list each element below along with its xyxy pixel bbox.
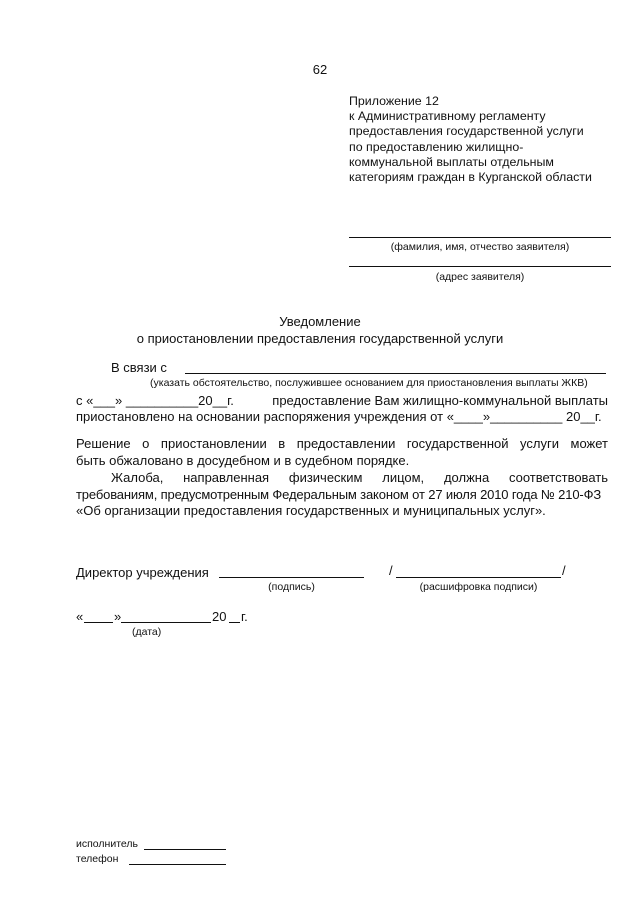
applicant-name-line[interactable]: [349, 237, 611, 238]
signature-line[interactable]: [219, 577, 364, 578]
date-year-suffix: г.: [241, 609, 248, 624]
signature-caption: (подпись): [268, 581, 315, 593]
appendix-line: категориям граждан в Курганской области: [349, 170, 592, 185]
date-day-line[interactable]: [84, 622, 113, 623]
appendix-line: коммунальной выплаты отдельным: [349, 154, 554, 169]
complaint-text-line1: Жалоба, направленная физическим лицом, должна соответствовать: [111, 470, 608, 485]
signature-decoding-line[interactable]: [396, 577, 561, 578]
director-label: Директор учреждения: [76, 565, 209, 580]
circumstance-caption: (указать обстоятельство, послужившее основанием для приостановления выплаты ЖКВ): [150, 377, 588, 389]
date-open-quote: «: [76, 609, 84, 624]
date-close-quote: »: [114, 609, 122, 624]
appendix-line: Приложение 12: [349, 94, 439, 108]
document-title: Уведомление: [279, 314, 361, 329]
in-connection-label: В связи с: [111, 360, 167, 375]
appendix-line: к Административному регламенту: [349, 109, 546, 124]
applicant-address-caption: (адрес заявителя): [435, 271, 525, 283]
appendix-line: по предоставлению жилищно-: [349, 139, 524, 154]
appendix-block: [349, 94, 592, 185]
page-number: 62: [312, 62, 328, 77]
document-subtitle: о приостановлении предоставления государственной услуги: [136, 331, 504, 346]
executor-line[interactable]: [144, 849, 226, 850]
suspension-text: предоставление Вам жилищно-коммунальной выплаты: [272, 393, 608, 408]
complaint-text-line2: требованиям, предусмотренным Федеральным законом от 27 июля 2010 года № 210-ФЗ: [76, 487, 602, 502]
applicant-address-line[interactable]: [349, 266, 611, 267]
date-year-line[interactable]: [229, 622, 240, 623]
suspension-date-line: [76, 393, 608, 408]
circumstance-line[interactable]: [185, 373, 606, 374]
appeal-text-line1: Решение о приостановлении в предоставлении государственной услуги может: [76, 436, 608, 451]
executor-label: исполнитель: [76, 838, 138, 850]
complaint-text-line3: «Об организации предоставления государственных и муниципальных услуг».: [76, 503, 546, 518]
phone-line[interactable]: [129, 864, 226, 865]
applicant-name-caption: (фамилия, имя, отчество заявителя): [390, 241, 570, 253]
appendix-line: предоставления государственной услуги: [349, 124, 584, 139]
date-from-field: с «___» __________20__г.: [76, 393, 234, 408]
phone-label: телефон: [76, 853, 119, 865]
appeal-text-line2: быть обжаловано в досудебном и в судебном порядке.: [76, 453, 410, 468]
decoding-slash-left: /: [389, 563, 393, 578]
date-month-line[interactable]: [121, 622, 211, 623]
date-caption: (дата): [132, 626, 162, 638]
decoding-slash-right: /: [562, 563, 566, 578]
date-year-prefix: 20: [212, 609, 227, 624]
order-line: приостановлено на основании распоряжения учреждения от «____»__________ 20__г.: [76, 409, 602, 424]
decoding-caption: (расшифровка подписи): [419, 581, 538, 593]
